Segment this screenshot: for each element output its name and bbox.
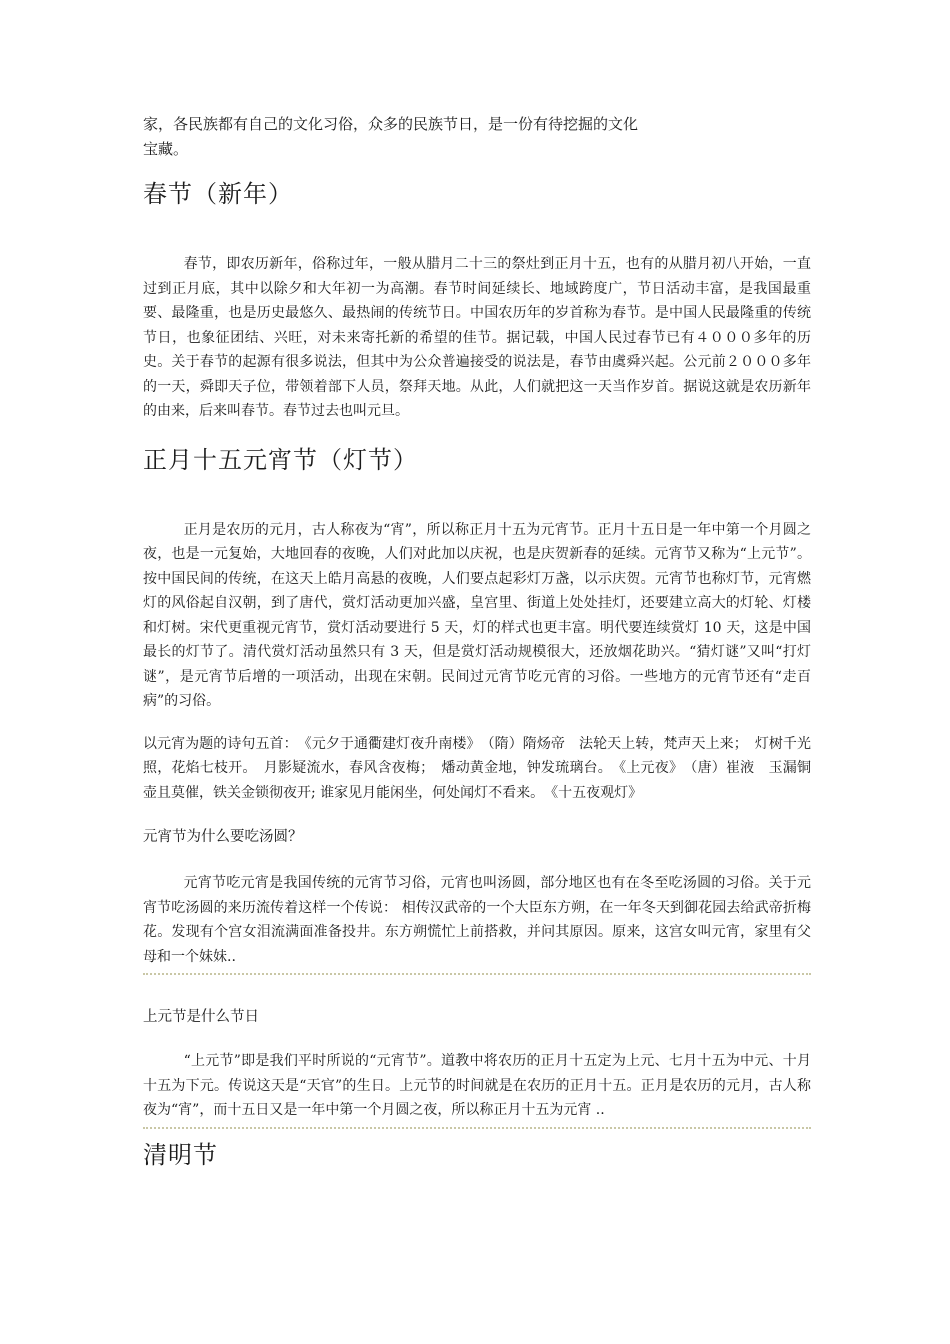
lantern-festival-body: 正月是农历的元月，古人称夜为“宵”，所以称正月十五为元宵节。正月十五日是一年中第一个月圆之夜，也是一元复始，大地回春的夜晚，人们对此加以庆祝，也是庆贺新春的延续。元宵节又称为“上元节”。按中国民间的传统，在这天上皓月高悬的夜晚，人们要点起彩灯万盏，以示庆贺。元宵节也称灯节，元宵燃灯的风俗起自汉朝，到了唐代，赏灯活动更加兴盛，皇宫里、街道上处处挂灯，还要建立高大的灯轮、灯楼和灯树。宋代更重视元宵节，赏灯活动要进行 5 天，灯的样式也更丰富。明代要连续赏灯 10 天，这是中国最长的灯节了。清代赏灯活动虽然只有 3 天，但是赏灯活动规模很大，还放烟花助兴。“猜灯谜”又叫“打灯谜”，是元宵节后增的一项活动，出现在宋朝。民间过元宵节吃元宵的习俗。一些地方的元宵节还有“走百病”的习俗。: [143, 521, 811, 709]
dotted-divider: [143, 973, 811, 975]
lantern-poems: 以元宵为题的诗句五首： 《元夕于通衢建灯夜升南楼》 （隋）隋炀帝 法轮天上转，梵声天上来； 灯树千光照，花焰七枝开。 月影疑流水，春风含夜梅； 燔动黄金地，钟发琉璃台。 《上元夜》 （唐）崔液 玉漏铜壶且莫催，铁关金锁彻夜开; 谁家见月能闲坐，何处闻灯不看来。 《十五夜观灯》: [143, 735, 811, 801]
intro-line-2: 宝藏。: [143, 140, 189, 158]
shangyuan-question-heading: 上元节是什么节日: [143, 1009, 259, 1025]
document-page: [143, 112, 811, 1171]
dotted-divider: [143, 1127, 811, 1129]
qingming-title: 清明节: [143, 1140, 218, 1169]
spring-festival-title: 春节（新年）: [143, 180, 293, 208]
shangyuan-body: “上元节”即是我们平时所说的“元宵节”。道教中将农历的正月十五定为上元、七月十五为中元、十月十五为下元。传说这天是“天官”的生日。上元节的时间就是在农历的正月十五。正月是农历的元月，古人称夜为“宵”，而十五日又是一年中第一个月圆之夜，所以称正月十五为元宵 ..: [143, 1053, 811, 1118]
tangyuan-question-heading: 元宵节为什么要吃汤圆？: [143, 829, 303, 845]
lantern-festival-title: 正月十五元宵节（灯节）: [143, 445, 418, 474]
tangyuan-body: 元宵节吃元宵是我国传统的元宵节习俗，元宵也叫汤圆，部分地区也有在冬至吃汤圆的习俗。关于元宵节吃汤圆的来历流传着这样一个传说： 相传汉武帝的一个大臣东方朔，在一年冬天到御花园去给武帝折梅花。发现有个宫女泪流满面准备投井。东方朔慌忙上前搭救，并问其原因。原来，这宫女叫元宵，家里有父母和一个妹妹..: [143, 875, 811, 965]
spring-festival-body: 春节，即农历新年，俗称过年，一般从腊月二十三的祭灶到正月十五，也有的从腊月初八开始，一直过到正月底，其中以除夕和大年初一为高潮。春节时间延续长、地域跨度广，节日活动丰富，是我国最重要、最隆重，也是历史最悠久、最热闹的传统节日。中国农历年的岁首称为春节。是中国人民最隆重的传统节日，也象征团结、兴旺，对未来寄托新的希望的佳节。据记载，中国人民过春节已有４０００多年的历史。关于春节的起源有很多说法，但其中为公众普遍接受的说法是，春节由虞舜兴起。公元前２０００多年的一天，舜即天子位，带领着部下人员，祭拜天地。从此，人们就把这一天当作岁首。据说这就是农历新年的由来，后来叫春节。春节过去也叫元旦。: [143, 256, 811, 419]
intro-line-1: 家，各民族都有自己的文化习俗，众多的民族节日，是一份有待挖掘的文化: [143, 115, 639, 133]
